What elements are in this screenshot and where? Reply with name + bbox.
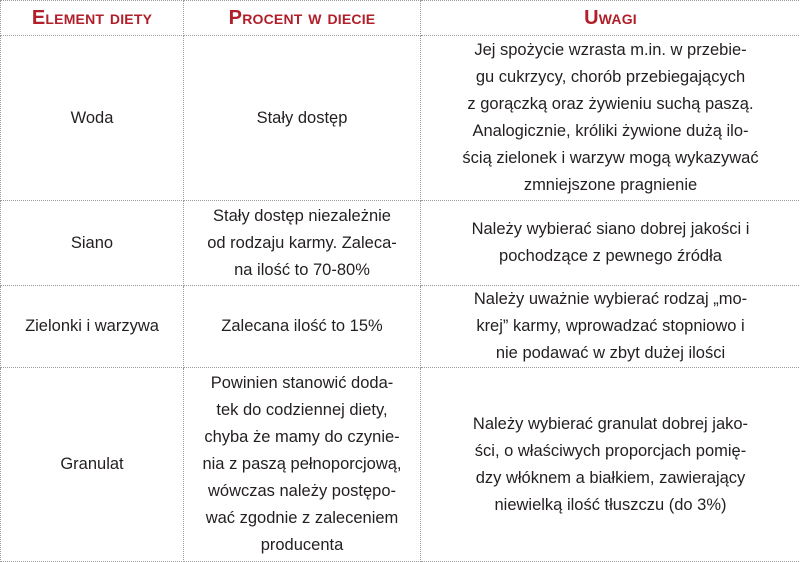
cell-element: Woda [1,36,184,201]
cell-uwagi: Należy wybierać granulat dobrej jako- ści, o właściwych proporcjach pomię- dzy włóknem a białkiem, zawierający niewielką ilość tłuszczu (do 3%) [421,368,800,562]
header-element: Element diety [1,1,184,36]
cell-procent: Stały dostęp [184,36,421,201]
header-procent: Procent w diecie [184,1,421,36]
cell-procent: Powinien stanowić doda- tek do codziennej diety, chyba że mamy do czynie- nia z paszą pełnoporcjową, wówczas należy postępo- wać zgodnie z zaleceniem producenta [184,368,421,562]
cell-element: Granulat [1,368,184,562]
table-row [1,286,800,368]
cell-element: Siano [1,201,184,286]
table-row [1,36,800,201]
table-row [1,368,800,562]
header-row [1,1,800,36]
cell-element: Zielonki i warzywa [1,286,184,368]
cell-uwagi: Należy uważnie wybierać rodzaj „mo- krej” karmy, wprowadzać stopniowo i nie podawać w zbyt dużej ilości [421,286,800,368]
cell-uwagi: Należy wybierać siano dobrej jakości i pochodzące z pewnego źródła [421,201,800,286]
cell-procent: Zalecana ilość to 15% [184,286,421,368]
header-uwagi: Uwagi [421,1,800,36]
table-row [1,201,800,286]
cell-uwagi: Jej spożycie wzrasta m.in. w przebie- gu cukrzycy, chorób przebiegających z gorączką oraz żywieniu suchą paszą. Analogicznie, króliki żywione dużą ilo- ścią zielonek i warzyw mogą wykazywać zmniejszone pragnienie [421,36,800,201]
cell-procent: Stały dostęp niezależnie od rodzaju karmy. Zaleca- na ilość to 70-80% [184,201,421,286]
